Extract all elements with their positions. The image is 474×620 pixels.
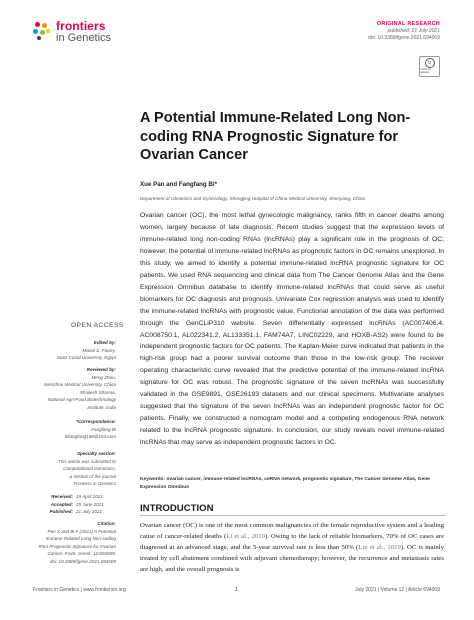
reviewer-line: Wenzhou Medical University, China (43, 382, 116, 388)
page-footer (33, 587, 440, 593)
correspondence-name: Fangfang Bi (91, 426, 116, 432)
page-number: 1 (235, 587, 238, 593)
correspondence (16, 418, 116, 441)
article-dates (16, 493, 116, 516)
edited-by (16, 339, 116, 362)
specialty-section (16, 450, 116, 488)
article-meta (368, 21, 440, 41)
date-value: 19 April 2021 (76, 494, 103, 499)
date-received (16, 493, 116, 501)
edited-by-label: Edited by: (93, 340, 116, 345)
citation-block (16, 520, 116, 566)
editor-name: Manal S. Fawzy, (82, 347, 116, 353)
reviewed-by-label: Reviewed by: (86, 367, 116, 372)
citation-line: RNA Prognostic Signature for Ovarian (38, 543, 116, 549)
date-label: Accepted: (50, 501, 73, 507)
specialty-line: a section of the journal (69, 473, 116, 479)
editor-institution: Suez Canal University, Egypt (56, 355, 116, 361)
journal-logo[interactable] (33, 20, 111, 44)
doi-link[interactable]: doi: 10.3389/fgene.2021.694009 (367, 34, 440, 41)
check-updates-label: Check for updates (420, 68, 432, 74)
refresh-icon: ↻ (425, 58, 435, 68)
specialty-line: Frontiers in Genetics (73, 481, 116, 487)
intro-text-3: ). OC is mainly treated by cell abatement combined with adjuvant chemotherapy; however, the recurrence and metastasis rates are high, and the overall prognosis is (140, 544, 444, 574)
date-label: Received: (51, 494, 73, 499)
authors[interactable]: Xue Pan and Fangfang Bi* (140, 181, 218, 188)
keywords-text: ovarian cancer, immune-related lncRNAs, ceRNA network, prognostic signature, The Cancer Genome Atlas, Gene Expression Omnibus (140, 477, 430, 490)
date-value: 29 June 2021 (76, 501, 104, 507)
footer-volume: July 2021 | Volume 12 | Article 694009 (355, 587, 440, 593)
abstract: Ovarian cancer (OC), the most lethal gynecologic malignancy, ranks fifth in cancer deaths among women, largely because of late diagnosis. Recent studies suggest that the expression levels of immune-related long non-coding RNAs (lncRNAs) play a significant role in the prognosis of OC; however, the potential of immune-related lncRNAs as prognostic factors in OC remains unexplored. In this study, we aimed to identify a potential immune-related lncRNA prognostic signature for OC patients. We used RNA sequencing and clinical data from The Cancer Genome Atlas and the Gene Expression Omnibus database to identify immune-related lncRNAs that could serve as useful biomarkers for OC diagnosis and prognosis. Univariate Cox regression analysis was used to identify the immune-related lncRNAs with prognostic value. Functional annotation of the data was performed through the GenCLiP310 website. Seven differentially expressed lncRNAs (AC007406.4, AC008750.1, AL022341.2, AL133351.1, FAM74A7, LINC02229, and HOXB-AS2) were found to be independent prognostic factors for OC patients. The Kaplan-Meier curve indicated that patients in the high-risk group had a poorer survival outcome than those in the low-risk group. The receiver operating characteristic curve revealed that the predictive potential of the immune-related lncRNA signature for OC was robust. The prognostic signature of the seven lncRNAs was successfully validated in the GSE9891, GSE26193 datasets and our clinical specimens. Multivariate analyses suggested that the signature of the seven lncRNAs was an independent prognostic factor for OC patients. Finally, we constructed a nomogram model and a competing endogenous RNA network related to the lncRNA prognostic signature. In conclusion, our study reveals novel immune-related lncRNAs that may serve as independent prognostic factors in OC. (140, 212, 444, 447)
date-label: Published: (49, 509, 73, 515)
citation-line: Immune-Related Long Non-coding (45, 536, 116, 542)
citation-line[interactable]: doi: 10.3389/fgene.2021.694009 (49, 558, 116, 564)
intro-text-2: ). Owing to the lack of reliable biomarkers, 70% of OC cases are diagnosed at an advanced stage, and the 5-year survival rate is less than 50% ( (140, 533, 444, 552)
journal-subname: in Genetics (56, 32, 112, 44)
intro-text-1: Ovarian cancer (OC) is one of the most common malignancies of the female reproductive system and a leading cause of cancer-related deaths ( (140, 522, 444, 541)
published-date: published: 21 July 2021 (387, 28, 440, 35)
citation-line: Cancer. Front. Genet. 12:694009. (47, 551, 116, 557)
section-heading-introduction: INTRODUCTION (140, 503, 214, 514)
article-title: A Potential Immune-Related Long Non-coding RNA Prognostic Signature for Ovarian Cancer (140, 110, 411, 164)
correspondence-label: *Correspondence: (76, 419, 116, 424)
specialty-line: This article was submitted to (58, 458, 116, 464)
specialty-label: Specialty section: (76, 451, 116, 456)
keywords-label: Keywords: (140, 477, 166, 482)
citation-link[interactable]: Lin et al., 2019 (358, 544, 401, 552)
journal-name: frontiers (56, 19, 106, 33)
citation-label: Citation: (97, 521, 116, 526)
open-access-label: OPEN ACCESS (71, 322, 124, 329)
keywords (140, 476, 444, 492)
correspondence-email[interactable]: bifangfang168@163.com (64, 434, 116, 440)
reviewer-line: Institute, India (87, 404, 116, 410)
citation-link[interactable]: Li et al., 2019 (226, 533, 265, 541)
reviewer-line: Shailesh Sharma, (79, 389, 116, 395)
specialty-line: Computational Genomics, (63, 466, 116, 472)
reviewed-by (16, 366, 116, 412)
reviewer-line: National Agri-Food Biotechnology (47, 397, 116, 403)
section-divider (140, 515, 446, 516)
check-updates-button[interactable] (419, 56, 440, 77)
frontiers-logo-icon (33, 22, 51, 42)
citation-line: Pan X and Bi F (2021) A Potential (47, 528, 116, 534)
footer-journal[interactable]: Frontiers in Genetics | www.frontiersin.org (33, 587, 126, 593)
date-accepted (16, 501, 116, 509)
introduction-paragraph (140, 520, 444, 575)
article-type: ORIGINAL RESEARCH (376, 21, 440, 27)
date-value: 21 July 2021 (76, 509, 103, 515)
affiliation: Department of Obstetrics and Gynecology, Shengjing Hospital of China Medical University, Shenyang, China (140, 196, 365, 201)
date-published (16, 508, 116, 516)
reviewer-line: Meng Zhou, (91, 374, 116, 380)
